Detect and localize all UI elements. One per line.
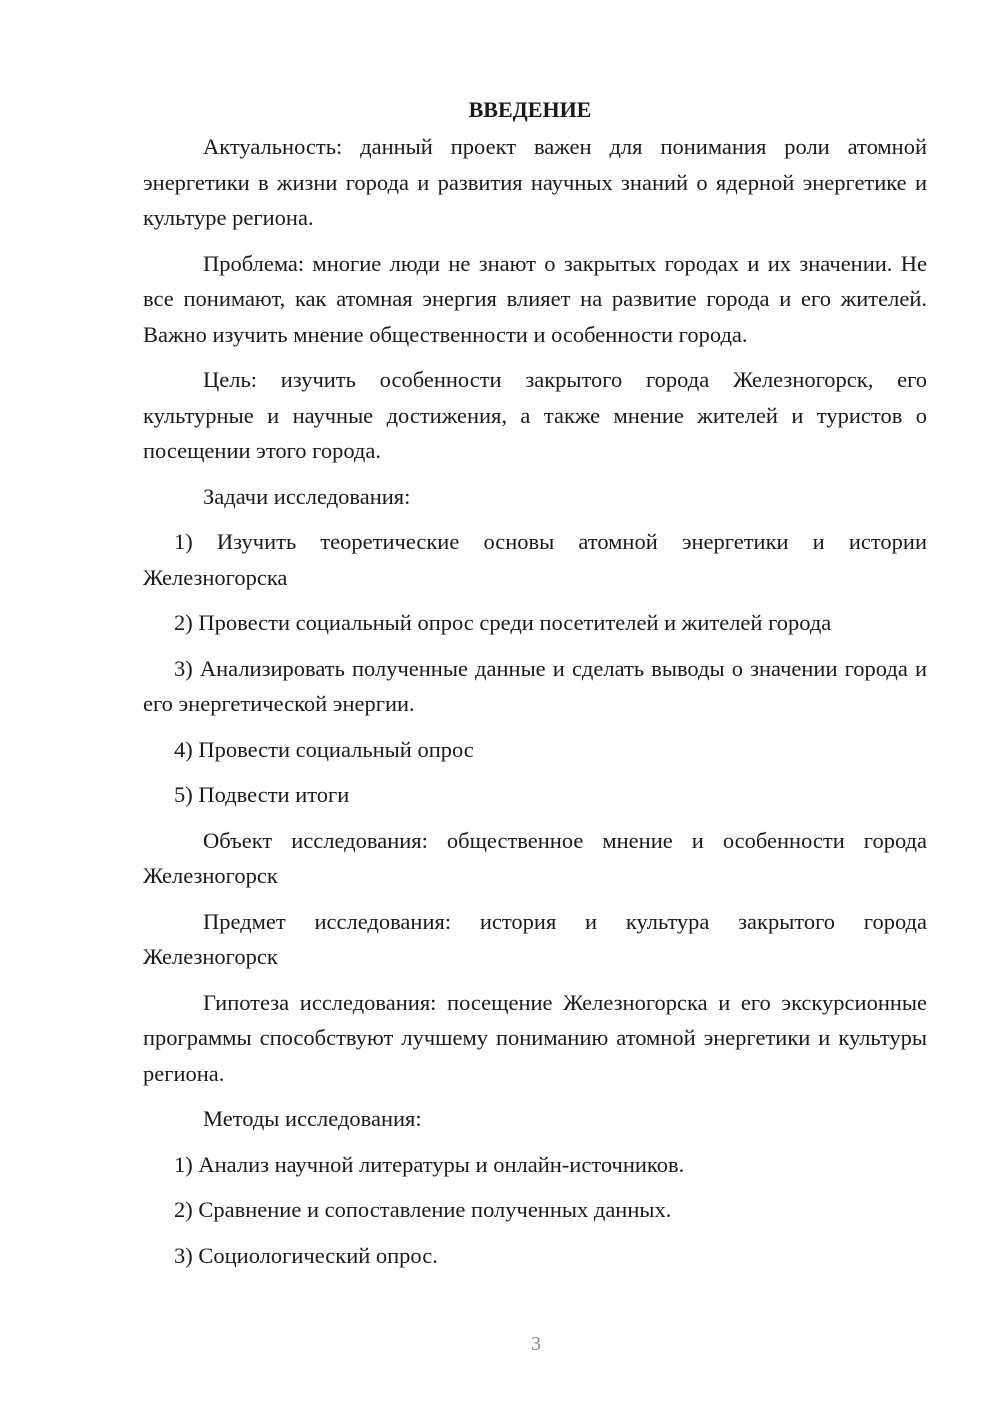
- method-item: 1) Анализ научной литературы и онлайн-источников.: [174, 1151, 685, 1177]
- method-item: 3) Социологический опрос.: [174, 1242, 438, 1268]
- hypothesis-paragraph: Гипотеза исследования: посещение Железногорска и его экскурсионные программы способствуют лучшему пониманию атомной энергетики и культуры региона.: [143, 989, 927, 1086]
- page-title: ВВЕДЕНИЕ: [468, 97, 592, 122]
- subject-paragraph: Предмет исследования: история и культура закрытого города Железногорск: [143, 908, 927, 969]
- task-item: 5) Подвести итоги: [174, 782, 350, 807]
- task-item: 4) Провести социальный опрос: [174, 736, 474, 762]
- task-item: 2) Провести социальный опрос среди посетителей и жителей города: [174, 610, 832, 635]
- page-content: [143, 91, 927, 1283]
- task-item: 1) Изучить теоретические основы атомной энергетики и истории Железногорска: [143, 529, 927, 590]
- relevance-paragraph: Актуальность: данный проект важен для понимания роли атомной энергетики в жизни города и развития научных знаний о ядерной энергетике и культуре региона.: [143, 134, 927, 230]
- problem-paragraph: Проблема: многие люди не знают о закрытых городах и их значении. Не все понимают, как атомная энергия влияет на развитие города и его жителей. Важно изучить мнение общественности и особенности города.: [143, 250, 927, 347]
- method-item: 2) Сравнение и сопоставление полученных данных.: [174, 1197, 672, 1222]
- goal-paragraph: Цель: изучить особенности закрытого города Железногорск, его культурные и научные достижения, а также мнение жителей и туристов о посещении этого города.: [143, 367, 927, 463]
- object-paragraph: Объект исследования: общественное мнение и особенности города Железногорск: [143, 827, 927, 888]
- page-number: 3: [531, 1333, 541, 1355]
- methods-heading: Методы исследования:: [203, 1106, 422, 1131]
- task-item: 3) Анализировать полученные данные и сделать выводы о значении города и его энергетической энергии.: [143, 655, 927, 716]
- tasks-heading: Задачи исследования:: [203, 483, 411, 509]
